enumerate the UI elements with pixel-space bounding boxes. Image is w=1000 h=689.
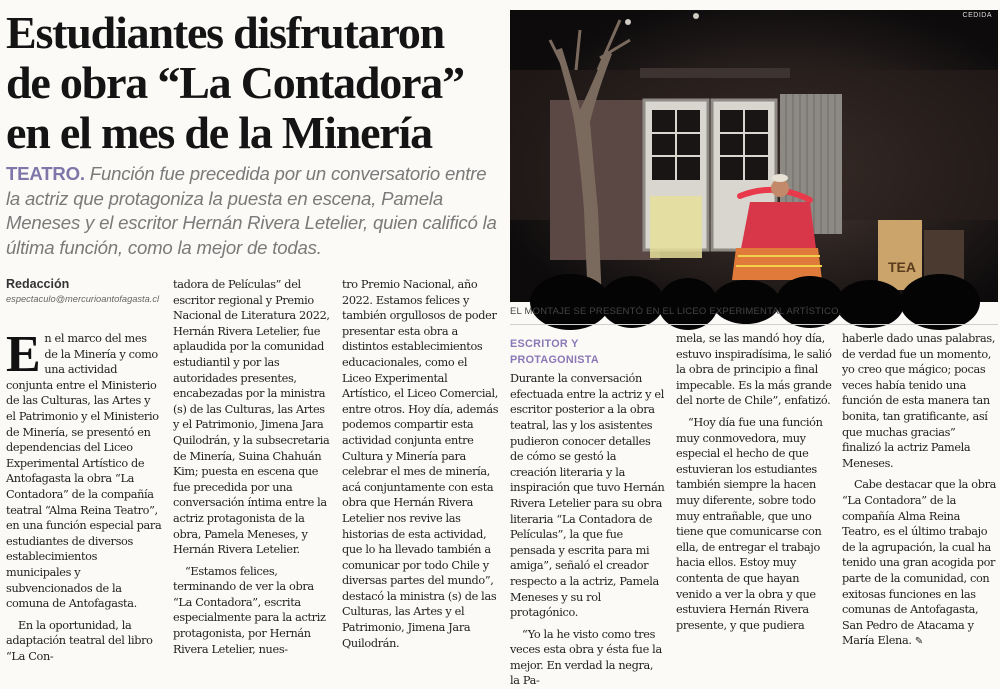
caption-divider: [510, 324, 998, 325]
stage-photo: [510, 10, 998, 302]
article-column-6: [842, 331, 997, 650]
col4-paragraph-1: Durante la conversación efectuada entre la actriz y el escritor posterior a la obra teatral, las y los asistentes pudieron conocer detalles de cómo se gestó la creación literaria y la inspiración que tuvo Hernán Rivera Letelier para su obra literaria “La Contadora de Películas”, la que fue pensada y escrita para mi amiga”, señaló el creador respecto a la actriz, Pamela Meneses y su rol protagónico.: [510, 372, 665, 620]
headline: [6, 8, 501, 158]
section-subhead: ESCRITOR Y PROTAGONISTA: [510, 338, 599, 366]
photo-caption: EL MONTAJE SE PRESENTÓ EN EL LICEO EXPERIMENTAL ARTÍSTICO.: [510, 306, 842, 317]
end-of-article-icon: ✎: [914, 636, 923, 648]
col2-paragraph-1: tadora de Películas” del escritor regional y Premio Nacional de Literatura 2022, Hernán Rivera Letelier, fue aplaudida por la comunidad estudiantil y por las autoridades presentes, encabezadas por la ministra (s) de las Culturas, las Artes y el Patrimonio, Jimena Jara Quilodrán, y la subsecretaria de Minería, Suina Chahuán Kim; puesta en escena que fue precedida por una conversación íntima entre la actriz protagonista de la obra, Pamela Meneses, y Hernán Rivera Letelier.: [173, 278, 330, 557]
byline: [6, 277, 166, 304]
article-column-5: [676, 331, 834, 633]
col4-paragraph-2: “Yo la he visto como tres veces esta obra y ésta fue la mejor. En verdad la negra, la Pa-: [510, 627, 662, 688]
col2-paragraph-2: “Estamos felices, terminando de ver la obra “La Contadora”, escrita especialmente para la actriz protagonista, por Hernán Rivera Letelier, nues-: [173, 564, 326, 656]
col1-paragraph-1: n el marco del mes de la Minería y como una actividad conjunta entre el Ministerio de las Culturas, las Artes y el Patrimonio y el Ministerio de Minería, se presentó en dependencias del Liceo Experimental Artístico de Antofagasta la obra “La Contadora” de la compañía teatral “Alma Reina Teatro”, en una función especial para estudiantes de diversos establecimientos municipales y subvencionados de la comuna de Antofagasta.: [6, 332, 162, 611]
article-column-2: [173, 277, 333, 657]
headline-line-3: en el mes de la Minería: [6, 107, 432, 158]
article-column-4: [510, 337, 665, 689]
drop-cap: E: [6, 326, 41, 383]
author-name: Redacción: [6, 277, 70, 291]
headline-line-1: Estudiantes disfrutaron: [6, 7, 445, 58]
author-email[interactable]: espectaculo@mercurioantofagasta.cl: [6, 294, 160, 304]
lead-paragraph: [6, 162, 501, 260]
article-column-3: [342, 277, 499, 651]
col1-paragraph-2: En la oportunidad, la adaptación teatral del libro “La Con-: [6, 618, 153, 663]
article-column-1: [6, 326, 163, 664]
photo-credit: CEDIDA: [962, 12, 992, 19]
section-tag: TEATRO.: [6, 163, 85, 184]
col3-paragraph-1: tro Premio Nacional, año 2022. Estamos felices y también orgullosos de poder presentar esta obra a distintos establecimientos educacionales, como el Liceo Experimental Artístico, el Liceo Comercial, entre otros. Hoy día, además podemos compartir esta actividad conjunta entre Cultura y Minería para celebrar el mes de minería, acá conjuntamente con esta obra que Hernán Rivera Letelier nos revive las historias de esta actividad, que lo ha llevado también a comunicar por todo Chile y diversas partes del mundo”, destacó la ministra (s) de las Culturas, las Artes y el Patrimonio, Jimena Jara Quilodrán.: [342, 278, 499, 650]
lead-text: Función fue precedida por un conversatorio entre la actriz que protagoniza la puesta en escena, Pamela Meneses y el escritor Hernán Rivera Letelier, quien calificó la última función, como la mejor de todas.: [6, 163, 497, 258]
col6-paragraph-1: haberle dado unas palabras, de verdad fue un momento, yo creo que mágico; pocas veces había tenido una función de esta manera tan bonita, tan gratificante, así que muchas gracias” finalizó la actriz Pamela Meneses.: [842, 332, 996, 470]
col5-paragraph-2: “Hoy día fue una función muy conmovedora, muy especial el hecho de que estuvieran los estudiantes también siempre la hacen muy diferente, sobre todo muy entrañable, que uno tiene que comunicarse con ella, de entregar el trabajo hacia ellos. Estoy muy contenta de que hayan venido a ver la obra y que estuviera Hernán Rivera presente, y que pudiera: [676, 415, 823, 632]
col5-paragraph-1: mela, se las mandó hoy día, estuvo inspiradísima, le salió la obra de principio a final impecable. Es la más grande del norte de Chile”, enfatizó.: [676, 332, 832, 408]
headline-line-2: de obra “La Contadora”: [6, 57, 464, 108]
stage-box-label: TEA: [888, 259, 916, 275]
stage-photo-image: [510, 10, 998, 302]
col6-paragraph-2: Cabe destacar que la obra “La Contadora” de la compañía Alma Reina Teatro, es el último trabajo de la agrupación, la cual ha tenido una gran acogida por parte de la comunidad, con exitosas funciones en las comunas de Antofagasta, San Pedro de Atacama y María Elena.: [842, 478, 997, 648]
